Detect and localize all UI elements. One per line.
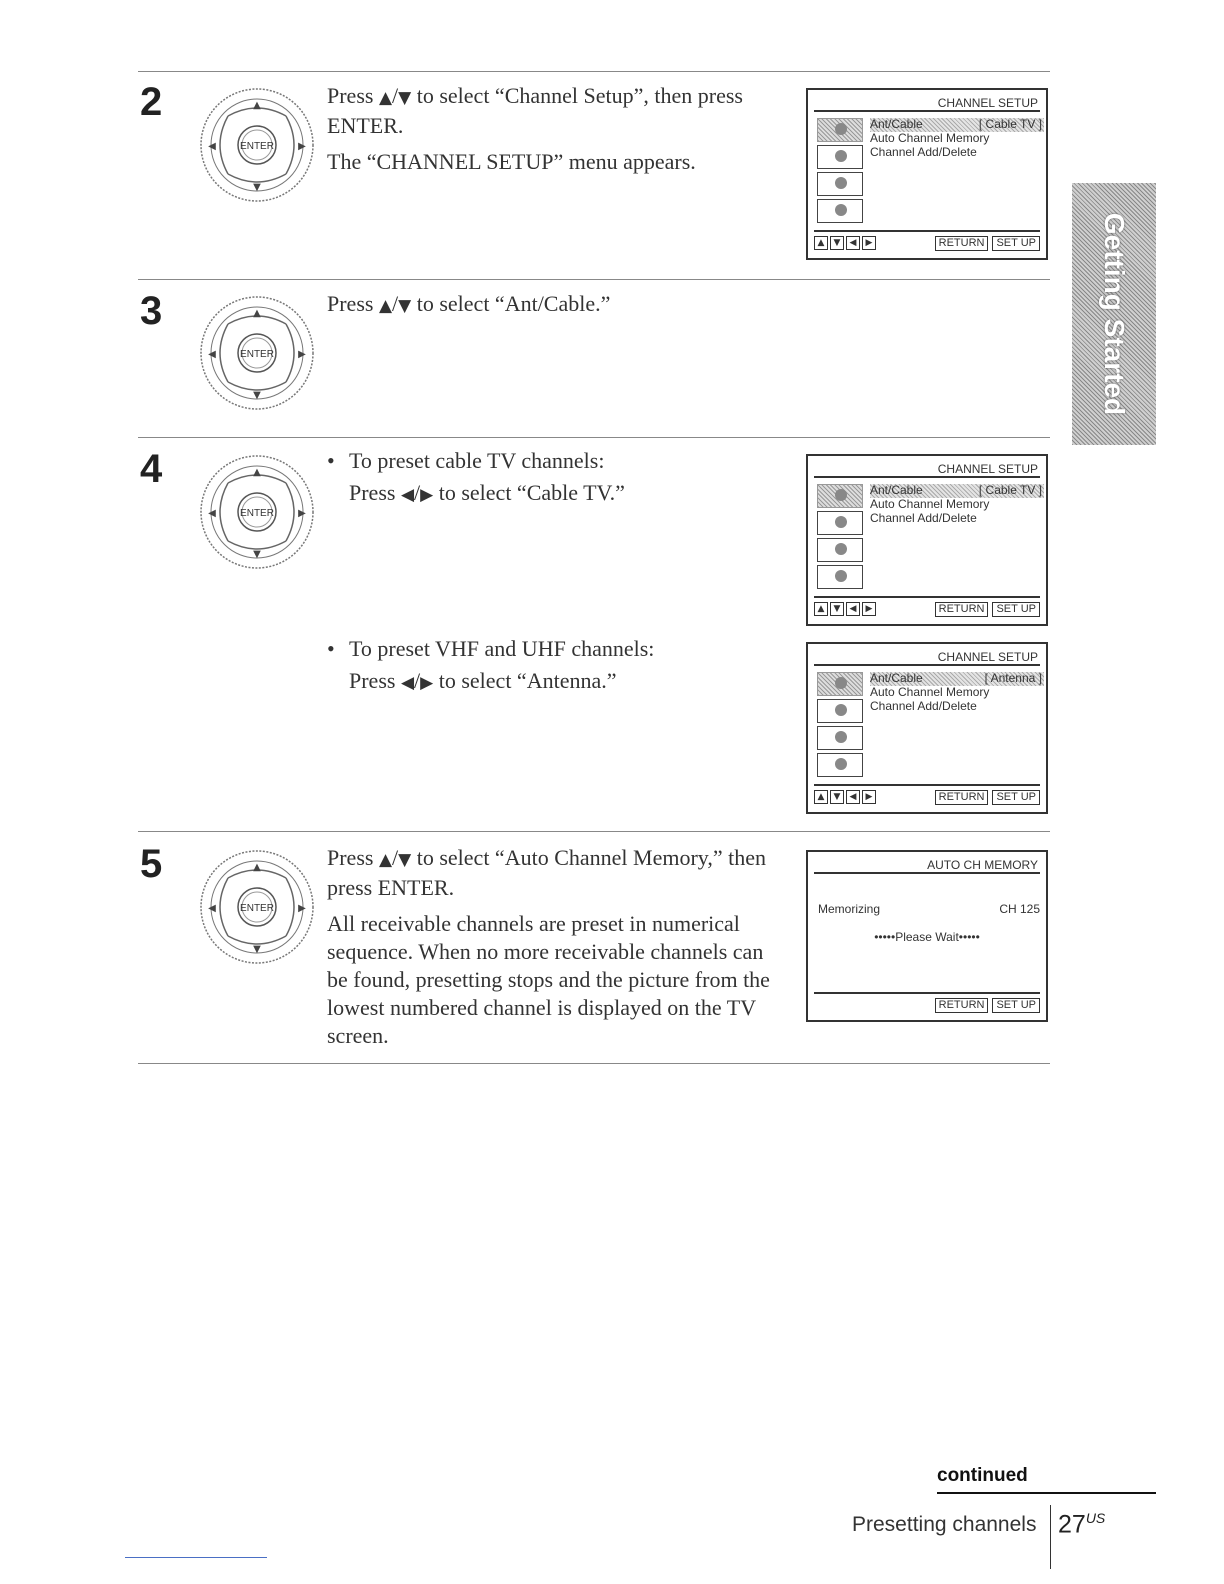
divider — [937, 1492, 1156, 1494]
remote-dpad-icon — [198, 848, 316, 966]
menu-icon — [817, 726, 863, 750]
divider — [138, 831, 1050, 832]
up-arrow-icon: ▲ — [378, 88, 393, 108]
left-arrow-icon: ◀ — [846, 602, 860, 616]
divider — [1050, 1505, 1051, 1569]
step-5-text: Press ▲/▼ to select “Auto Channel Memory,” then press ENTER. All receivable channels are preset in numerical sequence. When no more receivable channels can be found, presetting stops and the picture from the lowest numbered channel is displayed on the TV screen. — [327, 845, 770, 1048]
page-number: $27^{US}$ — [1058, 1510, 1106, 1539]
enter-label: ENTER — [240, 349, 274, 360]
step-2-text: Press ▲/▼ to select “Channel Setup”, then press ENTER. The “CHANNEL SETUP” menu appears. — [327, 83, 743, 174]
up-arrow-icon: ▲ — [814, 790, 828, 804]
divider — [138, 279, 1050, 280]
down-arrow-icon: ▼ — [398, 88, 412, 108]
down-arrow-icon: ▼ — [398, 850, 412, 870]
divider — [125, 1557, 267, 1558]
right-arrow-icon: ▶ — [862, 602, 876, 616]
menu-icon — [817, 484, 863, 508]
continued-label: continued — [937, 1465, 1028, 1486]
right-arrow-icon: ▶ — [862, 236, 876, 250]
down-arrow-icon: ▼ — [830, 236, 844, 250]
down-arrow-icon: ▼ — [830, 790, 844, 804]
down-arrow-icon: ▼ — [398, 296, 412, 316]
left-arrow-icon: ◀ — [400, 673, 415, 693]
divider — [138, 437, 1050, 438]
right-arrow-icon: ▶ — [420, 485, 434, 505]
divider — [138, 1063, 1050, 1064]
left-arrow-icon: ◀ — [846, 790, 860, 804]
divider — [138, 71, 1050, 72]
remote-dpad-icon — [198, 86, 316, 204]
left-arrow-icon: ◀ — [400, 485, 415, 505]
menu-icon — [817, 511, 863, 535]
menu-icon — [817, 199, 863, 223]
section-title: Presetting channels — [852, 1513, 1037, 1536]
menu-icon — [817, 118, 863, 142]
menu-icon — [817, 753, 863, 777]
up-arrow-icon: ▲ — [378, 850, 393, 870]
up-arrow-icon: ▲ — [814, 602, 828, 616]
menu-icon — [817, 672, 863, 696]
step-number: 3 — [140, 289, 163, 333]
enter-label: ENTER — [240, 508, 274, 519]
menu-icon — [817, 538, 863, 562]
down-arrow-icon: ▼ — [830, 602, 844, 616]
enter-label: ENTER — [240, 903, 274, 914]
step-number: 4 — [140, 447, 163, 491]
right-arrow-icon: ▶ — [862, 790, 876, 804]
remote-dpad-icon — [198, 294, 316, 412]
bullet-cable: • To preset cable TV channels: Press ◀/▶ to select “Cable TV.” — [327, 445, 787, 511]
up-arrow-icon: ▲ — [814, 236, 828, 250]
bullet-antenna: • To preset VHF and UHF channels: Press ◀/▶ to select “Antenna.” — [327, 633, 787, 699]
channel-setup-screen: CHANNEL SETUP Ant/Cable [ Cable TV ] Auto Channel Memory Channel Add/Delete ▲ ▼ ◀ ▶ RETURN SET UP — [806, 454, 1048, 626]
menu-icon — [817, 699, 863, 723]
section-tab: Getting Started — [1072, 183, 1156, 445]
menu-icon — [817, 172, 863, 196]
remote-dpad-icon — [198, 453, 316, 571]
menu-icon — [817, 565, 863, 589]
auto-ch-memory-screen: AUTO CH MEMORY Memorizing CH 125 •••••Please Wait••••• RETURN SET UP — [806, 850, 1048, 1022]
up-arrow-icon: ▲ — [378, 296, 393, 316]
step-number: 2 — [140, 80, 163, 124]
enter-label: ENTER — [240, 141, 274, 152]
step-3-text: Press ▲/▼ to select “Ant/Cable.” — [327, 291, 611, 316]
menu-icon — [817, 145, 863, 169]
left-arrow-icon: ◀ — [846, 236, 860, 250]
channel-setup-screen: CHANNEL SETUP Ant/Cable [ Antenna ] Auto Channel Memory Channel Add/Delete ▲ ▼ ◀ ▶ RETURN SET UP — [806, 642, 1048, 814]
step-number: 5 — [140, 842, 163, 886]
channel-setup-screen: CHANNEL SETUP Ant/Cable [ Cable TV ] Auto Channel Memory Channel Add/Delete ▲ ▼ ◀ ▶ RETURN SET UP — [806, 88, 1048, 260]
right-arrow-icon: ▶ — [420, 673, 434, 693]
